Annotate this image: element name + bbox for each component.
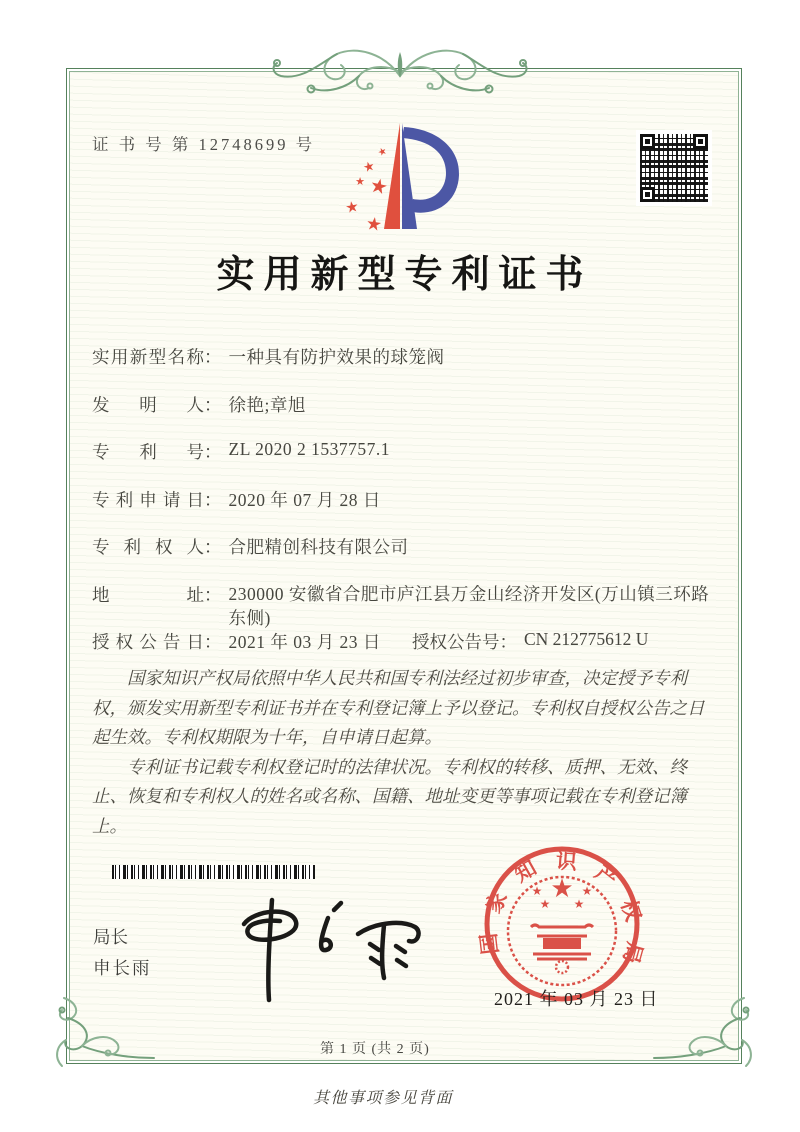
field-colon: ： xyxy=(204,442,222,462)
seal-national-emblem xyxy=(508,874,616,985)
certificate-number: 证 书 号 第 12748699 号 xyxy=(92,135,316,154)
director-title: 局长 xyxy=(93,927,128,947)
qr-finder-top-right xyxy=(693,134,708,149)
field-colon: ： xyxy=(499,632,517,652)
field-row-name xyxy=(92,344,445,369)
field-row-patent-number xyxy=(92,439,390,464)
field-label: 实用新型名称 xyxy=(92,347,204,367)
field-colon: ： xyxy=(204,585,222,605)
svg-text:★: ★ xyxy=(361,157,377,176)
field-value: 一种具有防护效果的球笼阀 xyxy=(228,347,445,367)
svg-text:★: ★ xyxy=(581,884,593,898)
field-label: 专利号 xyxy=(92,442,204,462)
legal-paragraph-1: 国家知识产权局依照中华人民共和国专利法经过初步审查，决定授予专利权，颁发实用新型专利证书并在专利登记簿上予以登记。专利权自授权公告之日起生效。专利权期限为十年，自申请日起算。 xyxy=(92,668,705,747)
field-row-patentee xyxy=(92,534,409,559)
field-label: 专利权人 xyxy=(92,537,204,557)
field-value: 2021 年 03 月 23 日 xyxy=(228,632,381,652)
svg-text:★: ★ xyxy=(344,198,361,218)
field-colon: ： xyxy=(204,490,222,510)
field-row-address xyxy=(92,582,721,630)
field-value: 230000 安徽省合肥市庐江县万金山经济开发区(万山镇三环路东侧) xyxy=(228,584,710,628)
field-row-grant-number xyxy=(412,629,648,654)
svg-text:国家知识产权局 xyxy=(476,849,647,968)
certificate-title: 实用新型专利证书 xyxy=(216,254,593,296)
field-label: 地址 xyxy=(92,585,204,605)
svg-text:★: ★ xyxy=(376,145,390,160)
svg-text:★: ★ xyxy=(573,897,585,911)
svg-text:★: ★ xyxy=(539,897,551,911)
field-value: CN 212775612 U xyxy=(524,629,649,649)
svg-text:★: ★ xyxy=(364,212,384,236)
seal-text: 国家知识产权局 xyxy=(476,848,648,968)
field-label: 发明人 xyxy=(92,395,204,415)
field-row-grant-date xyxy=(92,629,381,654)
director-name: 申长雨 xyxy=(93,958,152,978)
svg-text:★: ★ xyxy=(550,874,574,903)
legal-paragraph-2: 专利证书记载专利权登记时的法律状况。专利权的转移、质押、无效、终止、恢复和专利权人的姓名或名称、国籍、地址变更等事项记载在专利登记簿上。 xyxy=(92,756,687,836)
legal-text-block xyxy=(92,664,710,841)
field-colon: ： xyxy=(204,537,222,557)
back-side-note: 其他事项参见背面 xyxy=(313,1090,454,1107)
qr-finder-bottom-left xyxy=(640,187,655,202)
director-signature-icon xyxy=(222,892,427,1007)
field-value: ZL 2020 2 1537757.1 xyxy=(228,439,390,459)
cnipa-logo-icon xyxy=(338,113,470,239)
field-colon: ： xyxy=(204,347,222,367)
qr-finder-top-left xyxy=(640,134,655,149)
field-row-inventor xyxy=(92,392,306,417)
svg-text:★: ★ xyxy=(355,176,365,188)
svg-text:★: ★ xyxy=(367,174,390,200)
svg-text:★: ★ xyxy=(531,884,543,898)
field-label: 授权公告号 xyxy=(412,632,500,652)
seal-date: 2021 年 03 月 23 日 xyxy=(494,989,659,1009)
field-value: 合肥精创科技有限公司 xyxy=(228,537,409,557)
barcode-icon xyxy=(112,865,315,879)
field-label: 授权公告日 xyxy=(92,632,204,652)
qr-code-icon xyxy=(636,130,712,206)
page-indicator: 第 1 页 (共 2 页) xyxy=(320,1042,430,1057)
field-colon: ： xyxy=(204,395,222,415)
field-value: 徐艳;章旭 xyxy=(228,395,306,415)
field-label: 专利申请日 xyxy=(92,490,204,510)
field-colon: ： xyxy=(204,632,222,652)
field-value: 2020 年 07 月 28 日 xyxy=(228,490,381,510)
field-row-filing-date xyxy=(92,487,381,512)
